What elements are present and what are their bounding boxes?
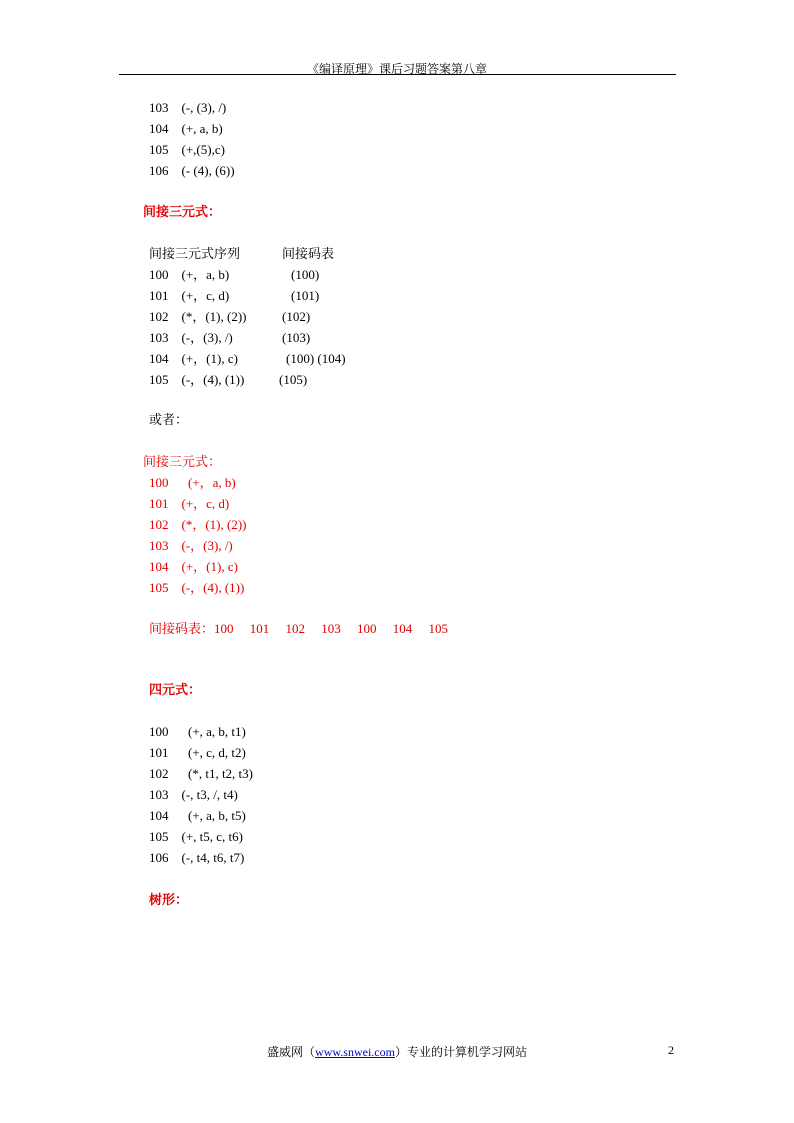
indirect-code-cell: (100) (104) <box>286 351 346 366</box>
section-heading-tree: 树形： <box>149 892 189 907</box>
quad-row: 101 (+, c, d, t2) <box>149 745 246 760</box>
indirect-seq-row: 104 (+，(1), c) <box>149 351 238 366</box>
page-number: 2 <box>668 1043 674 1057</box>
footer-link[interactable]: www.snwei.com <box>315 1045 395 1059</box>
col-header-code: 间接码表 <box>282 246 335 261</box>
indirect-seq-row: 100 (+，a, b) <box>149 267 230 282</box>
indirect-seq-row: 103 (-，(3), /) <box>149 330 233 345</box>
indirect-code-cell: (102) <box>282 309 311 324</box>
indirect-code-cell: (101) <box>291 288 320 303</box>
indirect-alt-row: 101 (+，c, d) <box>149 496 230 511</box>
col-header-seq: 间接三元式序列 <box>149 246 241 261</box>
indirect-code-cell: (103) <box>282 330 311 345</box>
header-rule <box>119 74 676 75</box>
indirect-code-table: 间接码表：100 101 102 103 100 104 105 <box>149 621 449 636</box>
triple-line: 106 (- (4), (6)) <box>149 163 235 178</box>
quad-row: 105 (+, t5, c, t6) <box>149 829 243 844</box>
indirect-seq-row: 101 (+，c, d) <box>149 288 230 303</box>
indirect-code-cell: (105) <box>279 372 308 387</box>
quad-row: 104 (+, a, b, t5) <box>149 808 246 823</box>
page-header: 《编译原理》课后习题答案第八章 <box>306 62 487 76</box>
indirect-seq-row: 102 (*，(1), (2)) <box>149 309 247 324</box>
indirect-alt-row: 103 (-，(3), /) <box>149 538 233 553</box>
footer-text-before: 盛威网（ <box>267 1045 316 1059</box>
page-footer <box>0 1043 794 1060</box>
section-heading-indirect: 间接三元式： <box>143 204 222 219</box>
section-heading-indirect-alt: 间接三元式： <box>143 454 222 469</box>
or-text: 或者： <box>149 412 189 427</box>
section-heading-quadruples: 四元式： <box>149 682 202 697</box>
indirect-seq-row: 105 (-，(4), (1)) <box>149 372 245 387</box>
indirect-alt-row: 105 (-，(4), (1)) <box>149 580 245 595</box>
indirect-alt-row: 102 (*，(1), (2)) <box>149 517 247 532</box>
footer-text-after: ）专业的计算机学习网站 <box>394 1045 527 1059</box>
indirect-alt-row: 104 (+，(1), c) <box>149 559 238 574</box>
triple-line: 105 (+,(5),c) <box>149 142 225 157</box>
quad-row: 100 (+, a, b, t1) <box>149 724 246 739</box>
quad-row: 103 (-, t3, /, t4) <box>149 787 238 802</box>
indirect-alt-row: 100 (+，a, b) <box>149 475 236 490</box>
quad-row: 106 (-, t4, t6, t7) <box>149 850 245 865</box>
quad-row: 102 (*, t1, t2, t3) <box>149 766 253 781</box>
triple-line: 104 (+, a, b) <box>149 121 223 136</box>
indirect-code-cell: (100) <box>291 267 320 282</box>
triple-line: 103 (-, (3), /) <box>149 100 227 115</box>
